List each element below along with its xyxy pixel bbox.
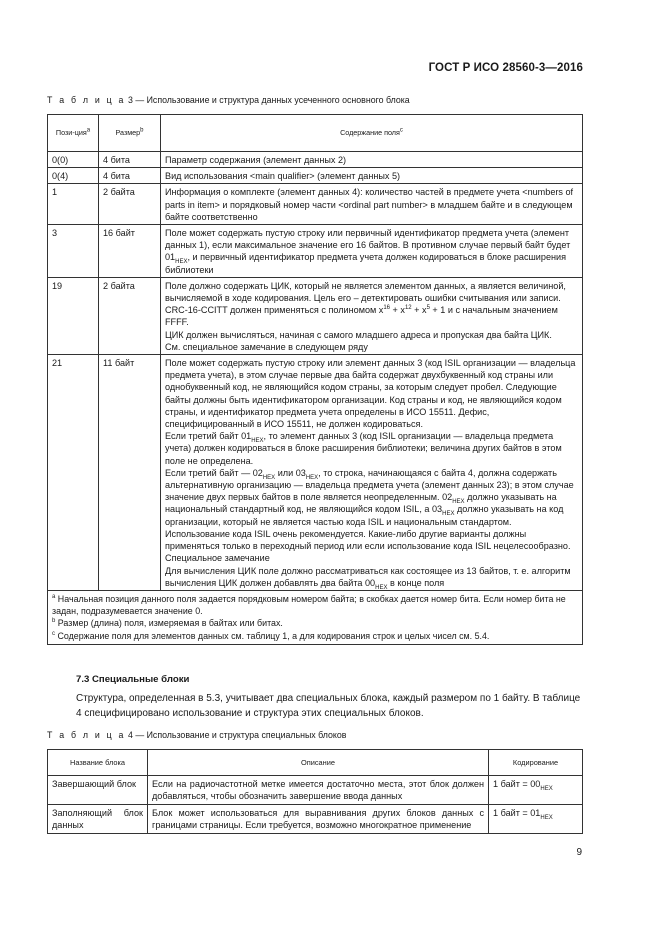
table3 xyxy=(47,114,583,645)
table-row: 0(0) 4 бита Параметр содержания (элемент данных 2) xyxy=(48,152,583,168)
page-number: 9 xyxy=(576,847,582,858)
table4-header-row xyxy=(48,750,583,776)
col-code-header: Кодирование xyxy=(489,750,583,776)
section-paragraph: Структура, определенная в 5.3, учитывает два специальных блока, каждый размером по 1 байту. В таблице 4 специфицировано использование и структура этих специальных блоков. xyxy=(76,693,581,719)
table-row: Заполняющий блок данных Блок может использоваться для выравнивания других блоков данных с границами страницы. Если требуется, возможно многократное применение 1 байт = $01_{HEX}$ xyxy=(48,805,583,834)
table3-footnotes xyxy=(48,590,583,644)
section-title: 7.3 Специальные блоки xyxy=(76,674,190,685)
col-content-header: Содержание поля$^c$ xyxy=(161,115,583,152)
footnote-c: $^c$ Содержание поля для элементов данных см. таблицу 1, а для кодирования строк и целых чисел см. 5.4. xyxy=(52,630,490,641)
col-size-header: Размер$^b$ xyxy=(99,115,161,152)
col-position-header: Пози-ция$^a$ xyxy=(48,115,99,152)
table-row: 19 2 байта Поле должно содержать ЦИК, который не является элементом данных, а является величиной, вычисляемой в ходе кодирования. Цель его – детектировать ошибки считывания или записи. CRC-16-CCITT должен применяться с полиномом $x^{16} + x^{12} + x^5 + 1$ и с начальным значением FFFF. ЦИК должен вычисляться, начиная с самого младшего адреса и пропуская два байта ЦИК. См. специальное замечание в следующем ряду xyxy=(48,277,583,354)
footnote-b: $^b$ Размер (длина) поля, измеряемая в байтах или битах. xyxy=(52,618,283,629)
table-row: 3 16 байт Поле может содержать пустую строку или первичный идентификатор предмета учета (элемент данных 1), если максимальное значение его 16 байтов. В противном случае первый байт будет $01_{HEX}$, и первичный идентификатор предмета учета должен кодироваться в блоке расширения библиотеки xyxy=(48,225,583,278)
col-desc-header: Описание xyxy=(148,750,489,776)
table4 xyxy=(47,749,583,834)
table3-caption: Т а б л и ц а 3 — Использование и структура данных усеченного основного блока xyxy=(47,95,410,105)
table-row: 21 11 байт Поле может содержать пустую строку или элемент данных 3 (код ISIL организации — владельца предмета учета), в этом случае первые два байта содержат двухбуквенный код страны или однобуквенный код, не являющийся кодом страны, за которым следует пробел. Следующие байты должны быть идентификатором организации. Код страны и код, не являющийся кодом страны, и идентификатор предмета учета определены в ИСО 15511. Дефис, специфицированный в ИСО 15511, не должен кодироваться. Если третий байт $01_{HEX}$, то элемент данных 3 (код ISIL организации — владельца предмета учета) должен кодироваться в блоке расширения библиотеки; величина других байтов в этом поле не определена. Если третий байт — $02_{HEX}$ или $03_{HEX}$, то строка, начинающаяся с байта 4, должна содержать альтернативную организацию — владельца предмета учета (элемент данных 23); в этом случае значение двух первых байтов в поле является неопределенным. $02_{HEX}$ должно указывать на национальный стандартный код, не являющийся кодом ISIL, а $03_{HEX}$ должно указывать на код организации, который не является частью кода ISIL и национальным стандартом. Использование кода ISIL очень рекомендуется. Какие-либо другие варианты должны применяться только в переходный период или если использование кода ISIL нецелесообразно. Специальное замечание Для вычисления ЦИК поле должно рассматриваться как состоящее из 13 байтов, т. е. алгоритм вычисления ЦИК должен добавлять два байта $00_{HEX}$ в конце поля xyxy=(48,355,583,591)
col-name-header: Название блока xyxy=(48,750,148,776)
table-row: 1 2 байта Информация о комплекте (элемент данных 4): количество частей в предмете учета <numbers of parts in item> и порядковый номер части <ordinal part number> в младшем байте и в следующем байте соответственно xyxy=(48,184,583,225)
footnote-a: $^a$ Начальная позиция данного поля задается порядковым номером байта; в скобках дается номер бита. Если номер бита не задан, подразумевается значение 0. xyxy=(52,593,566,617)
table-row: 0(4) 4 бита Вид использования <main qualifier> (элемент данных 5) xyxy=(48,168,583,184)
document-header: ГОСТ Р ИСО 28560-3—2016 xyxy=(428,62,583,74)
table3-header-row xyxy=(48,115,583,152)
table-row: Завершающий блок Если на радиочастотной метке имеется достаточно места, этот блок должен добавляться, чтобы обозначить завершение ввода данных 1 байт = $00_{HEX}$ xyxy=(48,776,583,805)
table4-caption: Т а б л и ц а 4 — Использование и структура специальных блоков xyxy=(47,730,347,740)
